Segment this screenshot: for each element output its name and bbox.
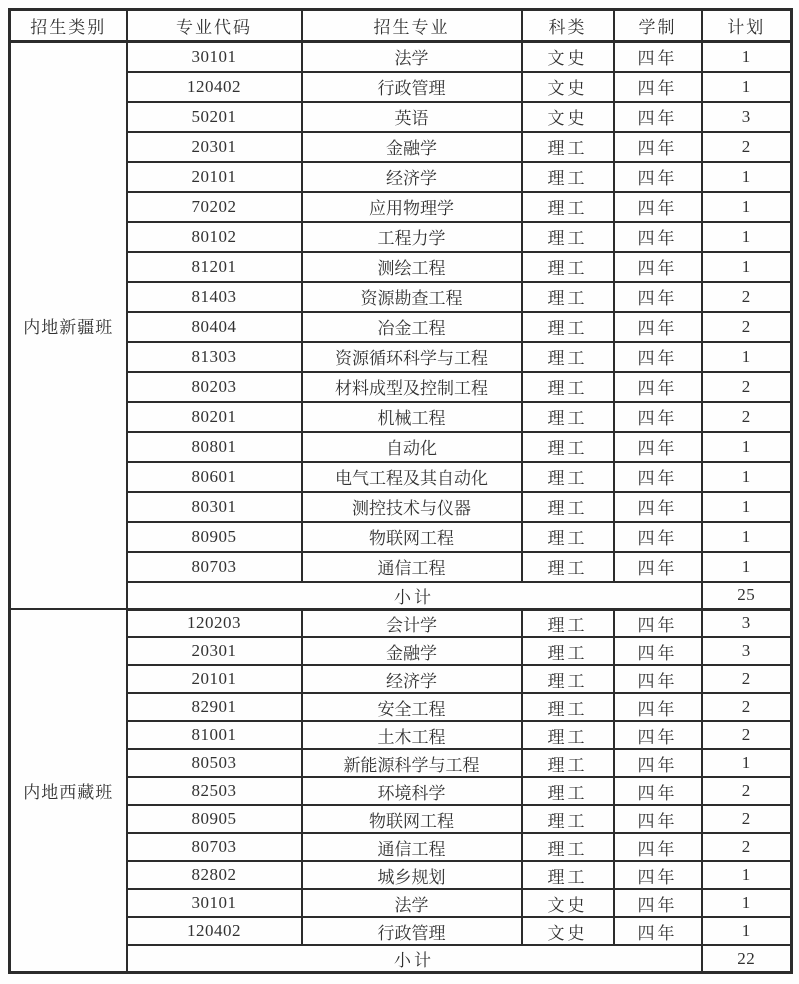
table-row bbox=[10, 609, 792, 637]
major-cell: 电气工程及其自动化 bbox=[302, 462, 522, 492]
code-cell: 120402 bbox=[127, 917, 302, 945]
major-cell: 机械工程 bbox=[302, 402, 522, 432]
subject-cell: 理工 bbox=[522, 492, 614, 522]
subject-cell: 理工 bbox=[522, 282, 614, 312]
subject-cell: 理工 bbox=[522, 462, 614, 492]
plan-cell: 3 bbox=[702, 609, 792, 637]
category-cell: 内地西藏班 bbox=[10, 609, 127, 973]
plan-cell: 1 bbox=[702, 522, 792, 552]
duration-cell: 四年 bbox=[614, 833, 702, 861]
code-cell: 80801 bbox=[127, 432, 302, 462]
plan-cell: 2 bbox=[702, 777, 792, 805]
duration-cell: 四年 bbox=[614, 552, 702, 582]
subject-cell: 理工 bbox=[522, 805, 614, 833]
duration-cell: 四年 bbox=[614, 861, 702, 889]
duration-cell: 四年 bbox=[614, 665, 702, 693]
code-cell: 80703 bbox=[127, 833, 302, 861]
table-row bbox=[10, 777, 792, 805]
code-cell: 120203 bbox=[127, 609, 302, 637]
table-row bbox=[10, 693, 792, 721]
plan-cell: 1 bbox=[702, 552, 792, 582]
major-cell: 测绘工程 bbox=[302, 252, 522, 282]
table-row bbox=[10, 749, 792, 777]
table-row bbox=[10, 861, 792, 889]
major-cell: 城乡规划 bbox=[302, 861, 522, 889]
table-row bbox=[10, 402, 792, 432]
duration-cell: 四年 bbox=[614, 777, 702, 805]
duration-cell: 四年 bbox=[614, 749, 702, 777]
subject-cell: 文史 bbox=[522, 889, 614, 917]
duration-cell: 四年 bbox=[614, 162, 702, 192]
subject-cell: 理工 bbox=[522, 372, 614, 402]
duration-cell: 四年 bbox=[614, 252, 702, 282]
table-row bbox=[10, 252, 792, 282]
code-cell: 81403 bbox=[127, 282, 302, 312]
table-row bbox=[10, 462, 792, 492]
code-cell: 80301 bbox=[127, 492, 302, 522]
table-row bbox=[10, 312, 792, 342]
duration-cell: 四年 bbox=[614, 693, 702, 721]
subject-cell: 理工 bbox=[522, 552, 614, 582]
table-row bbox=[10, 805, 792, 833]
subject-cell: 理工 bbox=[522, 637, 614, 665]
plan-cell: 1 bbox=[702, 342, 792, 372]
duration-cell: 四年 bbox=[614, 132, 702, 162]
subject-cell: 理工 bbox=[522, 132, 614, 162]
code-cell: 81001 bbox=[127, 721, 302, 749]
column-header-category: 招生类别 bbox=[10, 10, 127, 42]
code-cell: 80601 bbox=[127, 462, 302, 492]
major-cell: 行政管理 bbox=[302, 917, 522, 945]
subject-cell: 理工 bbox=[522, 833, 614, 861]
code-cell: 50201 bbox=[127, 102, 302, 132]
table-row bbox=[10, 192, 792, 222]
major-cell: 通信工程 bbox=[302, 552, 522, 582]
subject-cell: 理工 bbox=[522, 749, 614, 777]
major-cell: 物联网工程 bbox=[302, 805, 522, 833]
subject-cell: 理工 bbox=[522, 861, 614, 889]
major-cell: 测控技术与仪器 bbox=[302, 492, 522, 522]
column-header-code: 专业代码 bbox=[127, 10, 302, 42]
plan-cell: 1 bbox=[702, 432, 792, 462]
major-cell: 法学 bbox=[302, 889, 522, 917]
subject-cell: 理工 bbox=[522, 222, 614, 252]
code-cell: 20301 bbox=[127, 132, 302, 162]
duration-cell: 四年 bbox=[614, 312, 702, 342]
code-cell: 80503 bbox=[127, 749, 302, 777]
table-row bbox=[10, 222, 792, 252]
major-cell: 土木工程 bbox=[302, 721, 522, 749]
major-cell: 会计学 bbox=[302, 609, 522, 637]
subject-cell: 理工 bbox=[522, 192, 614, 222]
major-cell: 应用物理学 bbox=[302, 192, 522, 222]
table-row bbox=[10, 833, 792, 861]
subject-cell: 理工 bbox=[522, 432, 614, 462]
subject-cell: 理工 bbox=[522, 162, 614, 192]
subtotal-value-cell: 25 bbox=[702, 582, 792, 610]
subject-cell: 理工 bbox=[522, 312, 614, 342]
plan-cell: 2 bbox=[702, 402, 792, 432]
duration-cell: 四年 bbox=[614, 282, 702, 312]
table-row bbox=[10, 917, 792, 945]
code-cell: 81303 bbox=[127, 342, 302, 372]
subject-cell: 文史 bbox=[522, 42, 614, 72]
plan-cell: 2 bbox=[702, 805, 792, 833]
admissions-table bbox=[8, 8, 793, 974]
duration-cell: 四年 bbox=[614, 72, 702, 102]
subject-cell: 理工 bbox=[522, 777, 614, 805]
column-header-major: 招生专业 bbox=[302, 10, 522, 42]
code-cell: 70202 bbox=[127, 192, 302, 222]
major-cell: 自动化 bbox=[302, 432, 522, 462]
subject-cell: 理工 bbox=[522, 522, 614, 552]
subject-cell: 理工 bbox=[522, 721, 614, 749]
subject-cell: 文史 bbox=[522, 917, 614, 945]
plan-cell: 2 bbox=[702, 312, 792, 342]
duration-cell: 四年 bbox=[614, 805, 702, 833]
table-row bbox=[10, 665, 792, 693]
major-cell: 经济学 bbox=[302, 665, 522, 693]
plan-cell: 2 bbox=[702, 372, 792, 402]
plan-cell: 2 bbox=[702, 665, 792, 693]
code-cell: 30101 bbox=[127, 889, 302, 917]
plan-cell: 1 bbox=[702, 462, 792, 492]
duration-cell: 四年 bbox=[614, 42, 702, 72]
code-cell: 80201 bbox=[127, 402, 302, 432]
table-row bbox=[10, 492, 792, 522]
table-row bbox=[10, 72, 792, 102]
plan-cell: 1 bbox=[702, 222, 792, 252]
table-row bbox=[10, 132, 792, 162]
subject-cell: 文史 bbox=[522, 72, 614, 102]
code-cell: 80905 bbox=[127, 522, 302, 552]
table-row bbox=[10, 342, 792, 372]
code-cell: 82901 bbox=[127, 693, 302, 721]
code-cell: 80203 bbox=[127, 372, 302, 402]
major-cell: 英语 bbox=[302, 102, 522, 132]
code-cell: 20101 bbox=[127, 665, 302, 693]
duration-cell: 四年 bbox=[614, 721, 702, 749]
duration-cell: 四年 bbox=[614, 372, 702, 402]
subtotal-row bbox=[10, 582, 792, 610]
table-row bbox=[10, 282, 792, 312]
major-cell: 环境科学 bbox=[302, 777, 522, 805]
plan-cell: 1 bbox=[702, 492, 792, 522]
plan-cell: 1 bbox=[702, 72, 792, 102]
subtotal-label-cell: 小计 bbox=[127, 945, 702, 973]
duration-cell: 四年 bbox=[614, 609, 702, 637]
subject-cell: 文史 bbox=[522, 102, 614, 132]
code-cell: 80905 bbox=[127, 805, 302, 833]
plan-cell: 2 bbox=[702, 693, 792, 721]
code-cell: 20301 bbox=[127, 637, 302, 665]
subtotal-label-cell: 小计 bbox=[127, 582, 702, 610]
table-body bbox=[10, 42, 792, 973]
major-cell: 工程力学 bbox=[302, 222, 522, 252]
duration-cell: 四年 bbox=[614, 102, 702, 132]
major-cell: 通信工程 bbox=[302, 833, 522, 861]
duration-cell: 四年 bbox=[614, 492, 702, 522]
table-row bbox=[10, 889, 792, 917]
table-row bbox=[10, 522, 792, 552]
column-header-plan: 计划 bbox=[702, 10, 792, 42]
code-cell: 120402 bbox=[127, 72, 302, 102]
duration-cell: 四年 bbox=[614, 222, 702, 252]
subject-cell: 理工 bbox=[522, 342, 614, 372]
code-cell: 81201 bbox=[127, 252, 302, 282]
table-row bbox=[10, 372, 792, 402]
major-cell: 法学 bbox=[302, 42, 522, 72]
table-row bbox=[10, 552, 792, 582]
major-cell: 物联网工程 bbox=[302, 522, 522, 552]
code-cell: 82802 bbox=[127, 861, 302, 889]
major-cell: 行政管理 bbox=[302, 72, 522, 102]
table-row bbox=[10, 42, 792, 72]
duration-cell: 四年 bbox=[614, 192, 702, 222]
table-row bbox=[10, 102, 792, 132]
duration-cell: 四年 bbox=[614, 432, 702, 462]
plan-cell: 3 bbox=[702, 102, 792, 132]
plan-cell: 1 bbox=[702, 162, 792, 192]
major-cell: 金融学 bbox=[302, 637, 522, 665]
subject-cell: 理工 bbox=[522, 693, 614, 721]
code-cell: 80102 bbox=[127, 222, 302, 252]
major-cell: 新能源科学与工程 bbox=[302, 749, 522, 777]
code-cell: 20101 bbox=[127, 162, 302, 192]
plan-cell: 2 bbox=[702, 833, 792, 861]
subject-cell: 理工 bbox=[522, 665, 614, 693]
subtotal-value-cell: 22 bbox=[702, 945, 792, 973]
subject-cell: 理工 bbox=[522, 402, 614, 432]
duration-cell: 四年 bbox=[614, 917, 702, 945]
table-row bbox=[10, 432, 792, 462]
duration-cell: 四年 bbox=[614, 342, 702, 372]
plan-cell: 1 bbox=[702, 192, 792, 222]
code-cell: 80404 bbox=[127, 312, 302, 342]
subtotal-row bbox=[10, 945, 792, 973]
plan-cell: 3 bbox=[702, 637, 792, 665]
subject-cell: 理工 bbox=[522, 252, 614, 282]
major-cell: 资源勘查工程 bbox=[302, 282, 522, 312]
column-header-duration: 学制 bbox=[614, 10, 702, 42]
major-cell: 材料成型及控制工程 bbox=[302, 372, 522, 402]
major-cell: 金融学 bbox=[302, 132, 522, 162]
major-cell: 资源循环科学与工程 bbox=[302, 342, 522, 372]
table-row bbox=[10, 637, 792, 665]
plan-cell: 1 bbox=[702, 252, 792, 282]
table-row bbox=[10, 162, 792, 192]
table-row bbox=[10, 721, 792, 749]
duration-cell: 四年 bbox=[614, 889, 702, 917]
subject-cell: 理工 bbox=[522, 609, 614, 637]
category-cell: 内地新疆班 bbox=[10, 42, 127, 610]
plan-cell: 1 bbox=[702, 889, 792, 917]
code-cell: 82503 bbox=[127, 777, 302, 805]
plan-cell: 1 bbox=[702, 42, 792, 72]
column-header-subject: 科类 bbox=[522, 10, 614, 42]
major-cell: 冶金工程 bbox=[302, 312, 522, 342]
plan-cell: 1 bbox=[702, 861, 792, 889]
plan-cell: 1 bbox=[702, 917, 792, 945]
plan-cell: 2 bbox=[702, 721, 792, 749]
major-cell: 安全工程 bbox=[302, 693, 522, 721]
header-row bbox=[10, 10, 792, 42]
code-cell: 30101 bbox=[127, 42, 302, 72]
code-cell: 80703 bbox=[127, 552, 302, 582]
duration-cell: 四年 bbox=[614, 637, 702, 665]
duration-cell: 四年 bbox=[614, 402, 702, 432]
plan-cell: 1 bbox=[702, 749, 792, 777]
duration-cell: 四年 bbox=[614, 462, 702, 492]
duration-cell: 四年 bbox=[614, 522, 702, 552]
plan-cell: 2 bbox=[702, 282, 792, 312]
major-cell: 经济学 bbox=[302, 162, 522, 192]
plan-cell: 2 bbox=[702, 132, 792, 162]
